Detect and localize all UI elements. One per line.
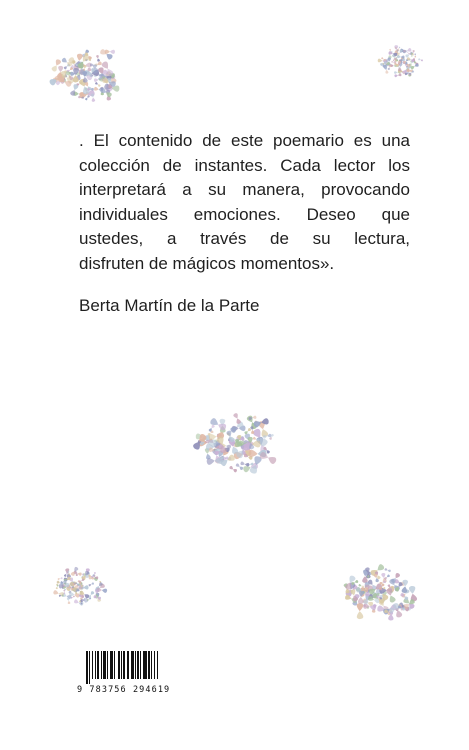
butterfly-cluster-top-right — [376, 42, 426, 80]
paragraph-line: ustedes, a través de su lectura, — [79, 229, 410, 248]
butterfly-cluster-top-left — [48, 36, 134, 106]
back-cover-paragraph — [79, 129, 410, 276]
butterfly-cluster-icon — [376, 42, 426, 80]
isbn-barcode — [77, 651, 185, 699]
paragraph-line: disfruten de mágicos momentos». — [79, 253, 335, 273]
isbn-number: 9 783756 294619 — [77, 685, 171, 695]
paragraph-line: colección de instantes. Cada lector los — [79, 155, 410, 175]
butterfly-cluster-icon — [338, 558, 424, 624]
paragraph-line: . El contenido de este poemario es una — [79, 131, 410, 150]
author-name: Berta Martín de la Parte — [79, 296, 260, 315]
butterfly-cluster-bottom-left — [52, 563, 108, 609]
butterfly-cluster-center — [186, 402, 286, 478]
butterfly-cluster-icon — [48, 36, 134, 106]
butterfly-cluster-icon — [52, 563, 108, 609]
paragraph-line: individuales emociones. Deseo que — [79, 204, 410, 224]
butterfly-cluster-icon — [186, 402, 286, 478]
paragraph-line: interpretará a su manera, provocando — [79, 180, 410, 199]
butterfly-cluster-bottom-right — [338, 558, 424, 624]
barcode-bars — [86, 651, 184, 684]
